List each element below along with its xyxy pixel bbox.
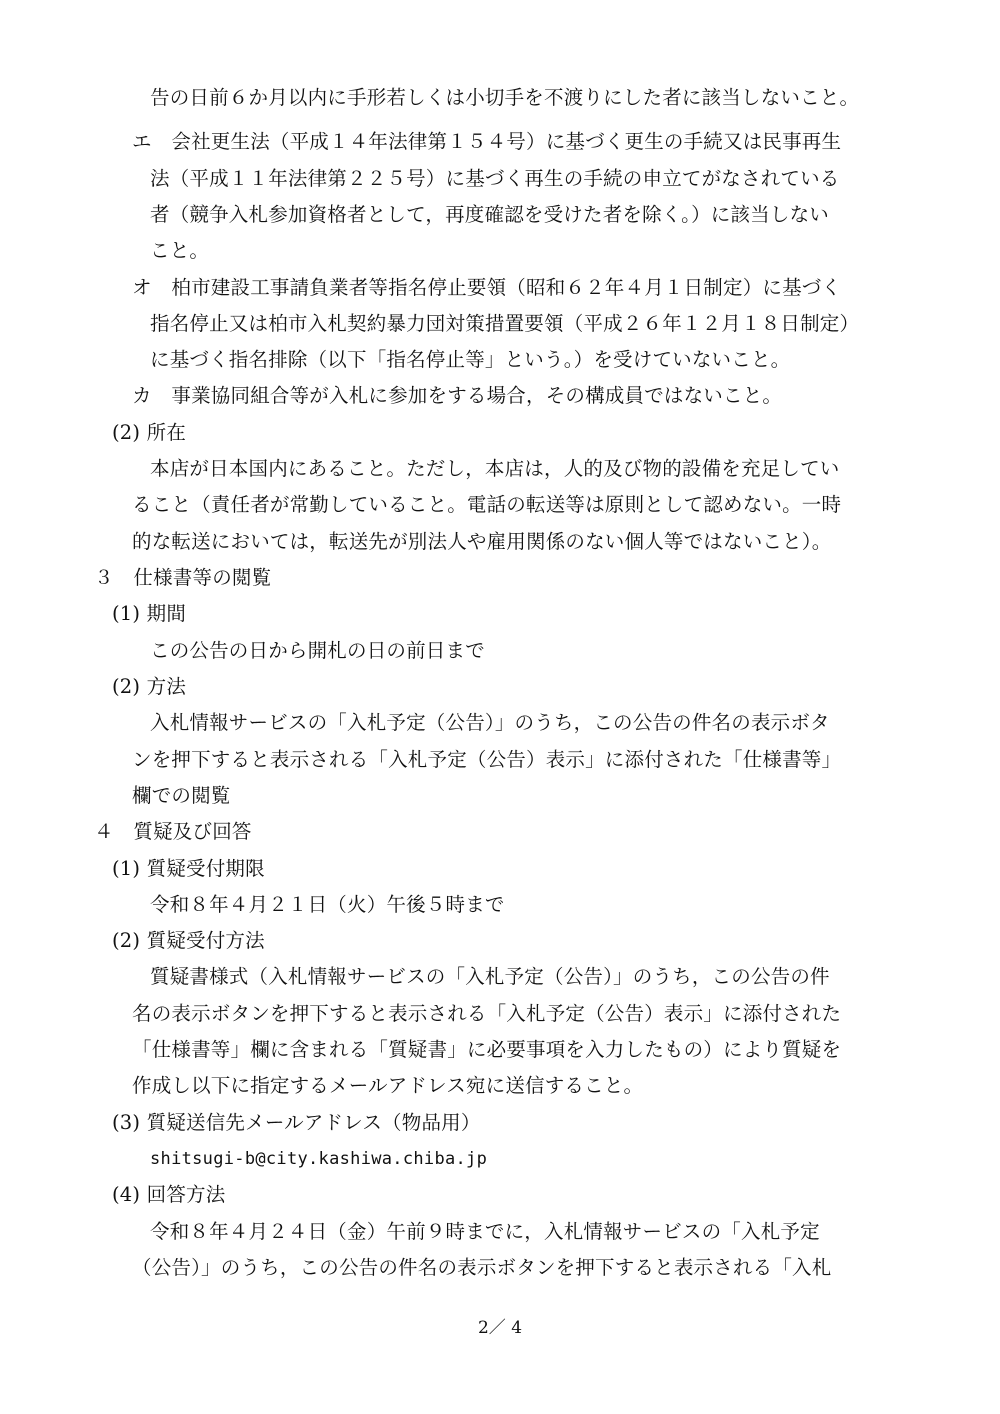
- text-line: 的な転送においては，転送先が別法人や雇用関係のない個人等ではないこと）。: [132, 530, 832, 553]
- text-line: この公告の日から開札の日の前日まで: [150, 639, 485, 662]
- text-line: 令和８年４月２１日（火）午後５時まで: [150, 893, 505, 916]
- section-heading: (2) 所在: [112, 421, 187, 444]
- section-heading: (2) 方法: [112, 675, 187, 698]
- text-line: オ 柏市建設工事請負業者等指名停止要領（昭和６２年４月１日制定）に基づく: [132, 276, 842, 299]
- text-line: こと。: [150, 239, 210, 262]
- section-heading: ４ 質疑及び回答: [94, 820, 252, 843]
- text-line: 欄での閲覧: [132, 784, 231, 807]
- text-line: カ 事業協同組合等が入札に参加をする場合，その構成員ではないこと。: [132, 384, 783, 407]
- section-heading: (2) 質疑受付方法: [112, 929, 265, 952]
- text-line: ること（責任者が常勤していること。電話の転送等は原則として認めない。一時: [132, 493, 842, 516]
- section-heading: (1) 期間: [112, 602, 187, 625]
- text-line: 本店が日本国内にあること。ただし，本店は，人的及び物的設備を充足してい: [150, 457, 840, 480]
- text-line: 者（競争入札参加資格者として，再度確認を受けた者を除く。）に該当しない: [150, 203, 829, 226]
- text-line: 指名停止又は柏市入札契約暴力団対策措置要領（平成２６年１２月１８日制定）: [150, 312, 860, 335]
- text-line: に基づく指名排除（以下「指名停止等」という。）を受けていないこと。: [150, 348, 791, 371]
- text-line: エ 会社更生法（平成１４年法律第１５４号）に基づく更生の手続又は民事再生: [132, 130, 842, 153]
- text-line: ンを押下すると表示される「入札予定（公告）表示」に添付された「仕様書等」: [132, 748, 842, 771]
- section-heading: (4) 回答方法: [112, 1183, 226, 1206]
- text-line: （公告）」のうち，この公告の件名の表示ボタンを押下すると表示される「入札: [132, 1256, 832, 1279]
- text-line: 名の表示ボタンを押下すると表示される「入札予定（公告）表示」に添付された: [132, 1002, 842, 1025]
- text-line: 法（平成１１年法律第２２５号）に基づく再生の手続の申立てがなされている: [150, 167, 840, 190]
- section-heading: (1) 質疑受付期限: [112, 857, 265, 880]
- section-heading: ３ 仕様書等の閲覧: [94, 566, 272, 589]
- page-number: 2／ 4: [477, 1318, 523, 1338]
- text-line: 入札情報サービスの「入札予定（公告）」のうち，この公告の件名の表示ボタ: [150, 711, 830, 734]
- text-line: 「仕様書等」欄に含まれる「質疑書」に必要事項を入力したもの）により質疑を: [132, 1038, 842, 1061]
- text-line: 作成し以下に指定するメールアドレス宛に送信すること。: [132, 1074, 644, 1097]
- section-heading: (3) 質疑送信先メールアドレス（物品用）: [112, 1111, 481, 1134]
- email-address: shitsugi-b@city.kashiwa.chiba.jp: [150, 1149, 488, 1169]
- text-line: 質疑書様式（入札情報サービスの「入札予定（公告）」のうち，この公告の件: [150, 965, 830, 988]
- text-line: 令和８年４月２４日（金）午前９時までに，入札情報サービスの「入札予定: [150, 1220, 820, 1243]
- text-line: 告の日前６か月以内に手形若しくは小切手を不渡りにした者に該当しないこと。: [150, 86, 860, 109]
